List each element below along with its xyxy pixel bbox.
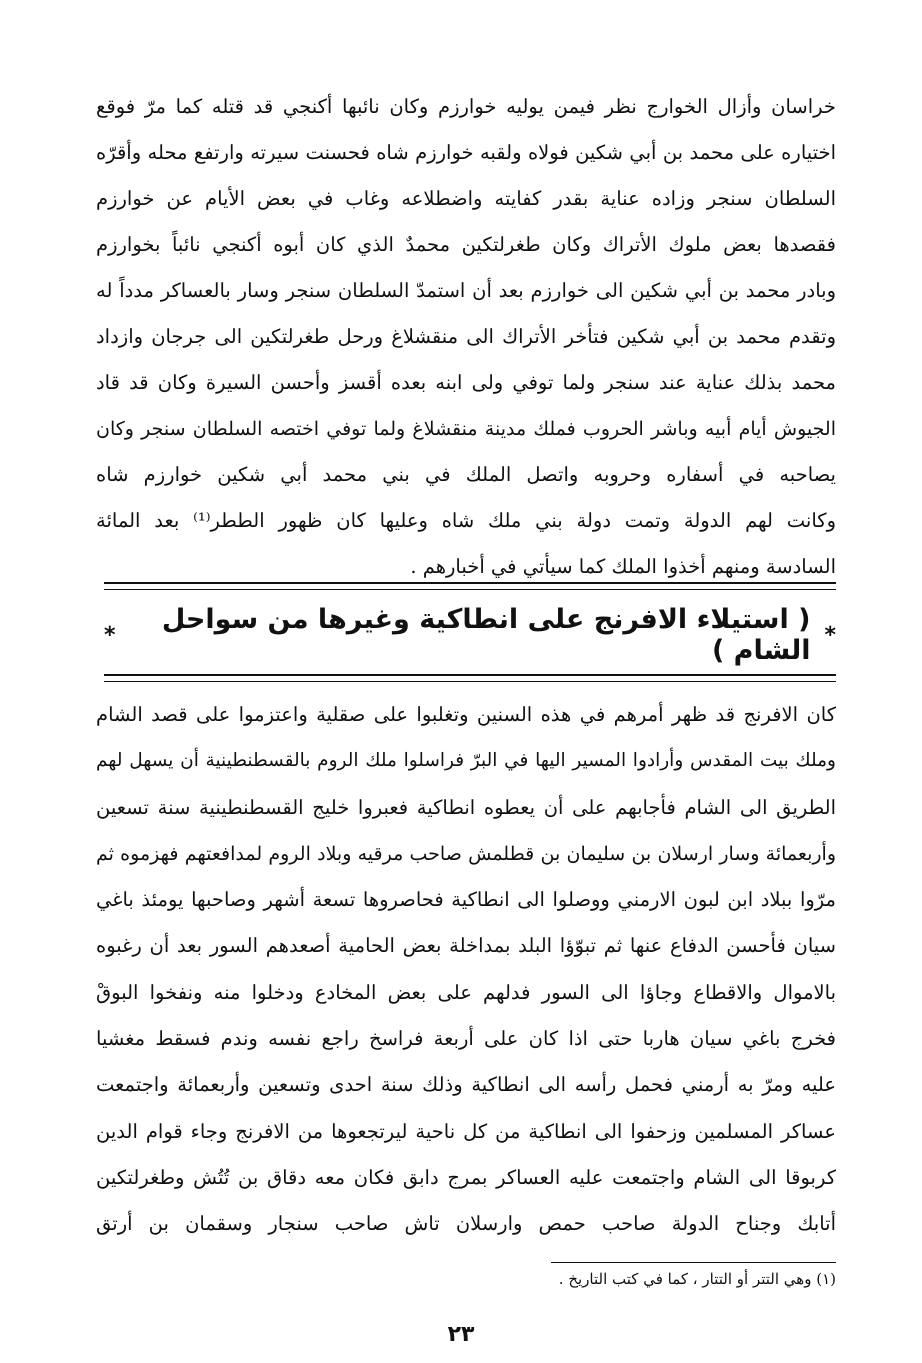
text-line: عليه ومرّ به أرمني فحمل رأسه الى انطاكية وذلك سنة احدى وتسعين وأربعمائة واجتمعت (96, 1073, 836, 1097)
text-line: فقصدها بعض ملوك الأتراك وكان طغرلتكين محمدٌ الذي كان أبوه أكنجي نائباً بخوارزم (96, 233, 836, 256)
text-line: مرّوا ببلاد ابن لبون الارمني ووصلوا الى انطاكية فحاصروها تسعة أشهر وصاحبها يومئذ باغي (96, 888, 836, 912)
text-line: بالاموال والاقطاع وجاؤا الى السور فدلهم على بعض المخادع ودخلوا منه ونفخوا البوقْ (96, 980, 836, 1004)
text-line: الجيوش أيام أبيه وباشر الحروب فملك مدينة منقشلاغ ولما توفي اختصه السلطان سنجر وكان (96, 418, 836, 440)
text-line: وأربعمائة وسار ارسلان بن سليمان بن قطلمش صاحب مرقيه وبلاد الروم لمدافعتهم فهزموه ثم (96, 842, 836, 865)
section-divider-top-inner (104, 589, 836, 590)
text-line: عساكر المسلمين وزحفوا الى انطاكية من كل ناحية ليرتجعوها من الافرنج وجاء قوام الدين (96, 1119, 836, 1143)
text-line: سيان فأحسن الدفاع عنها ثم تبوّؤا البلد بمداخلة بعض الحامية أصعدهم السور بعد أن رغبوه (96, 934, 836, 958)
heading-star-left: * (104, 622, 116, 648)
section-divider-bottom-inner (104, 681, 836, 682)
text-line: يصاحبه في أسفاره وحروبه واتصل الملك في بني محمد أبي شكين خوارزم شاه (96, 463, 836, 486)
paragraph-khwarazm (96, 84, 836, 590)
text-line: السلطان سنجر وزاده عناية بقدر كفايته واضطلاعه وغاب في بعض الأيام عن خوارزم (96, 187, 836, 210)
text-line: فخرج باغي سيان هاربا حتى اذا كان على أربعة فراسخ راجع نفسه وندم فسقط مغشيا (96, 1027, 836, 1051)
footnote-divider (551, 1262, 836, 1263)
text-line: محمد بذلك عناية عند سنجر ولما توفي ولى ابنه بعده أقسز وأحسن السيرة وكان قد قاد (96, 371, 836, 394)
heading-star-right: * (824, 622, 836, 648)
text-line: خراسان وأزال الخوارج نظر فيمن يوليه خوارزم وكان نائبها أكنجي قد قتله كما مرّ فوقع (96, 95, 836, 118)
section-divider-top (104, 582, 836, 584)
page-number: ٢٣ (447, 1322, 475, 1347)
text-line: أتابك وجناح الدولة صاحب حمص وارسلان تاش صاحب سنجار وسقمان بن أرتق (96, 1212, 836, 1236)
paragraph-antioch (96, 692, 836, 1248)
text-line: وكانت لهم الدولة وتمت دولة بني ملك شاه وعليها كان ظهور الططر⁽¹⁾ بعد المائة (96, 509, 836, 532)
text-line: وتقدم محمد بن أبي شكين فتأخر الأتراك الى منقشلاغ ورحل طغرلتكين الى جرجان وازداد (96, 325, 836, 348)
text-line: وملك بيت المقدس وأرادوا المسير اليها في البرّ فراسلوا ملك الروم بالقسطنطينية أن يسهل لهم (96, 750, 836, 772)
text-line: السادسة ومنهم أخذوا الملك كما سيأتي في أخبارهم . (410, 555, 836, 578)
text-line: كربوقا الى الشام واجتمعت عليه العساكر بمرج دابق فكان معه دقاق بن تُتُش وطغرلتكين (96, 1165, 836, 1189)
text-line: كان الافرنج قد ظهر أمرهم في هذه السنين وتغلبوا على صقلية واعتزموا على قصد الشام (96, 703, 836, 726)
section-divider-bottom (104, 674, 836, 676)
text-line: وبادر محمد بن أبي شكين الى خوارزم بعد أن استمدّ السلطان سنجر وسار بالعساكر مدداً له (96, 279, 836, 302)
text-line: الطريق الى الشام فأجابهم على أن يعطوه انطاكية فعبروا خليج القسطنطينية سنة تسعين (96, 795, 836, 819)
heading-title: ( استيلاء الافرنج على انطاكية وغيرها من سواحل الشام ) (161, 604, 811, 666)
text-line: اختياره على محمد بن أبي شكين فولاه ولقبه خوارزم شاه فحسنت سيرته وارتفع محله وأقرّه (96, 141, 836, 164)
section-heading (104, 600, 836, 670)
footnote: (١) وهي التتر أو التتار ، كما في كتب التاريخ . (558, 1270, 836, 1288)
